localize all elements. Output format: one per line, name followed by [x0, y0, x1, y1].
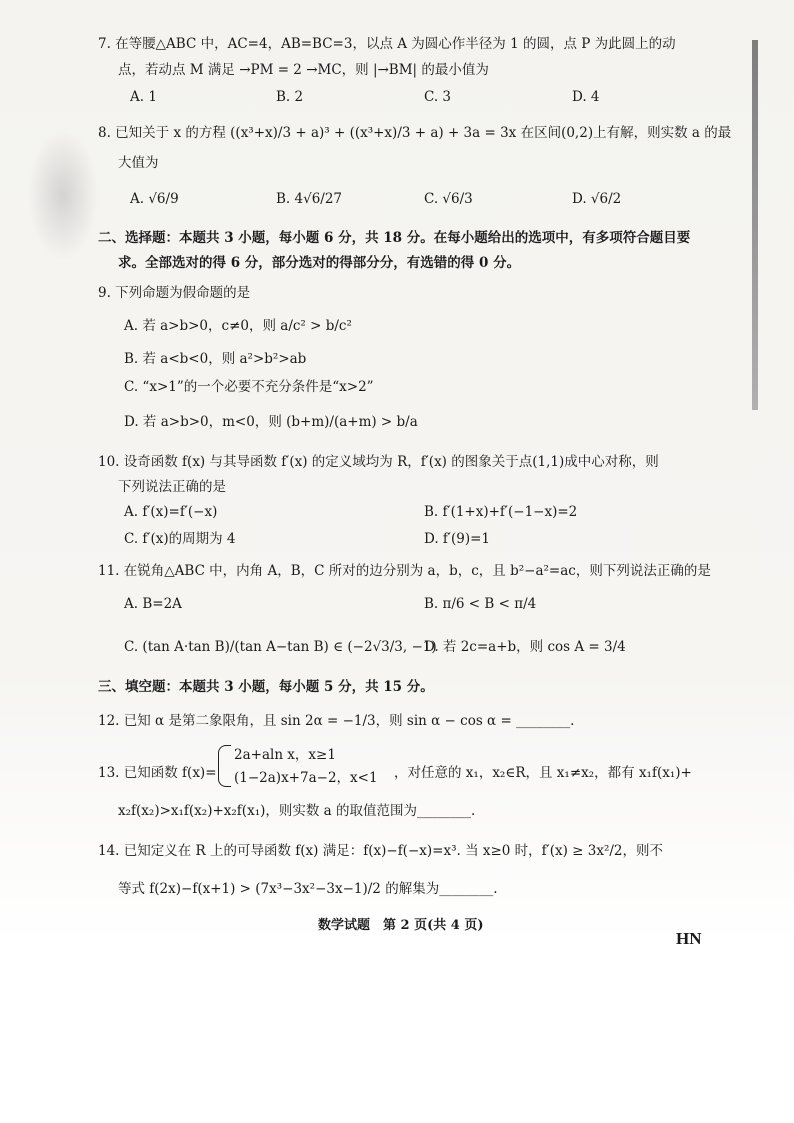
q7-line2: 点，若动点 M 满足 →PM = 2 →MC，则 |→BM| 的最小值为: [118, 62, 489, 78]
q7-line1: 7. 在等腰△ABC 中，AC=4，AB=BC=3，以点 A 为圆心作半径为 1 的圆，点 P 为此圆上的动: [98, 36, 676, 52]
q13-suffix: ，对任意的 x₁，x₂∈R，且 x₁≠x₂，都有 x₁f(x₁)+: [394, 765, 692, 781]
q8-line1: 8. 已知关于 x 的方程 ((x³+x)/3 + a)³ + ((x³+x)/3 + a) + 3a = 3x 在区间(0,2)上有解，则实数 a 的最: [98, 125, 732, 141]
q9-option-b: B. 若 a<b<0，则 a²>b²>ab: [124, 351, 307, 367]
q7-option-c: C. 3: [424, 89, 452, 105]
scan-smudge: [28, 130, 98, 260]
q13-prefix: 13. 已知函数 f(x)=: [98, 765, 217, 781]
q13-piece1: 2a+aln x，x≥1: [234, 747, 336, 763]
q13-line2: x₂f(x₂)>x₁f(x₂)+x₂f(x₁)，则实数 a 的取值范围为________.: [118, 803, 476, 819]
section3-heading: 三、填空题：本题共 3 小题，每小题 5 分，共 15 分。: [98, 679, 434, 695]
q7-option-a: A. 1: [130, 89, 157, 105]
q8-line2: 大值为: [118, 155, 159, 171]
q8-option-d: D. √6/2: [572, 191, 622, 207]
q8-option-b: B. 4√6/27: [276, 191, 343, 207]
q10-option-c: C. f′(x)的周期为 4: [124, 531, 236, 547]
q14-line1: 14. 已知定义在 R 上的可导函数 f(x) 满足：f(x)−f(−x)=x³. 当 x≥0 时，f′(x) ≥ 3x²/2，则不: [98, 843, 664, 859]
q10-line1: 10. 设奇函数 f(x) 与其导函数 f′(x) 的定义域均为 R，f′(x) 的图象关于点(1,1)成中心对称，则: [98, 454, 659, 470]
q9-option-d: D. 若 a>b>0，m<0，则 (b+m)/(a+m) > b/a: [124, 414, 418, 430]
q8-option-a: A. √6/9: [130, 191, 179, 207]
q10-option-d: D. f′(9)=1: [424, 531, 491, 547]
q11-option-b: B. π/6 < B < π/4: [424, 596, 537, 612]
section2-heading-line1: 二、选择题：本题共 3 小题，每小题 6 分，共 18 分。在每小题给出的选项中，有多项符合题目要: [98, 230, 691, 246]
q11-option-d: D. 若 2c=a+b，则 cos A = 3/4: [424, 639, 626, 655]
q11-stem: 11. 在锐角△ABC 中，内角 A，B，C 所对的边分别为 a，b，c，且 b²−a²=ac，则下列说法正确的是: [98, 563, 711, 579]
q9-option-c: C. “x>1”的一个必要不充分条件是“x>2”: [124, 379, 374, 395]
q13-piece2: (1−2a)x+7a−2，x<1: [234, 770, 378, 786]
q9-stem: 9. 下列命题为假命题的是: [98, 285, 251, 301]
scan-edge-shadow: [752, 40, 758, 410]
q10-line2: 下列说法正确的是: [118, 479, 226, 495]
q11-option-c: C. (tan A·tan B)/(tan A−tan B) ∈ (−2√3/3, −1): [124, 639, 437, 655]
q14-line2: 等式 f(2x)−f(x+1) > (7x³−3x²−3x−1)/2 的解集为________.: [118, 881, 498, 897]
q7-option-d: D. 4: [572, 89, 600, 105]
q10-option-a: A. f′(x)=f′(−x): [124, 504, 218, 520]
q13-brace: [218, 745, 231, 787]
page-footer-label: 数学试题 第 2 页(共 4 页): [318, 918, 484, 933]
section2-heading-line2: 求。全部选对的得 6 分，部分选对的得部分分，有选错的得 0 分。: [118, 255, 521, 271]
exam-code: HN: [676, 929, 702, 948]
q8-option-c: C. √6/3: [424, 191, 473, 207]
q11-option-a: A. B=2A: [124, 596, 182, 612]
q10-option-b: B. f′(1+x)+f′(−1−x)=2: [424, 504, 578, 520]
q12-text: 12. 已知 α 是第二象限角，且 sin 2α = −1/3，则 sin α − cos α = ________.: [98, 713, 575, 729]
q9-option-a: A. 若 a>b>0，c≠0，则 a/c² > b/c²: [124, 318, 352, 334]
q7-option-b: B. 2: [276, 89, 304, 105]
